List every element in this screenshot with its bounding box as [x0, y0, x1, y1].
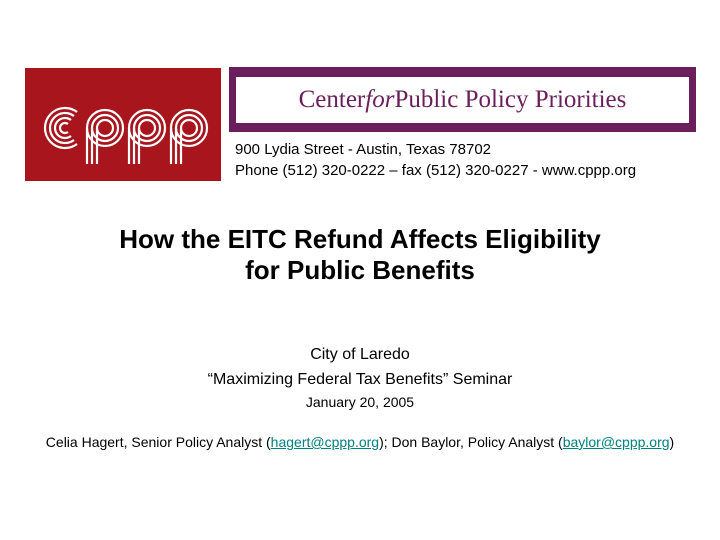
organization-banner [229, 67, 696, 132]
event-date: January 20, 2005 [305, 394, 415, 410]
banner-text-center: Center [298, 85, 366, 113]
banner-text-for: for [365, 85, 395, 113]
address-line: 900 Lydia Street - Austin, Texas 78702 [235, 141, 492, 158]
organization-name [236, 77, 689, 123]
cppp-logo-icon [25, 68, 221, 181]
authors-line [40, 433, 680, 451]
title-line-1: How the EITC Refund Affects Eligibility [119, 224, 601, 254]
event-seminar: “Maximizing Federal Tax Benefits” Seminar [207, 371, 513, 388]
event-city: City of Laredo [310, 346, 410, 363]
authors-closing: ) [669, 434, 675, 450]
title-line-2: for Public Benefits [245, 255, 475, 285]
phone-fax-web-line: Phone (512) 320-0222 – fax (512) 320-0227 - www.cppp.org [235, 162, 637, 179]
contact-address [235, 139, 705, 181]
slide-title [0, 224, 720, 286]
banner-text-rest: Public Policy Priorities [394, 85, 627, 113]
author-1-email-link[interactable]: hagert@cppp.org [270, 434, 380, 450]
cppp-logo [25, 68, 221, 181]
author-2-text: ); Don Baylor, Policy Analyst ( [379, 434, 563, 450]
author-1-text: Celia Hagert, Senior Policy Analyst ( [45, 434, 271, 450]
author-2-email-link[interactable]: baylor@cppp.org [562, 434, 670, 450]
